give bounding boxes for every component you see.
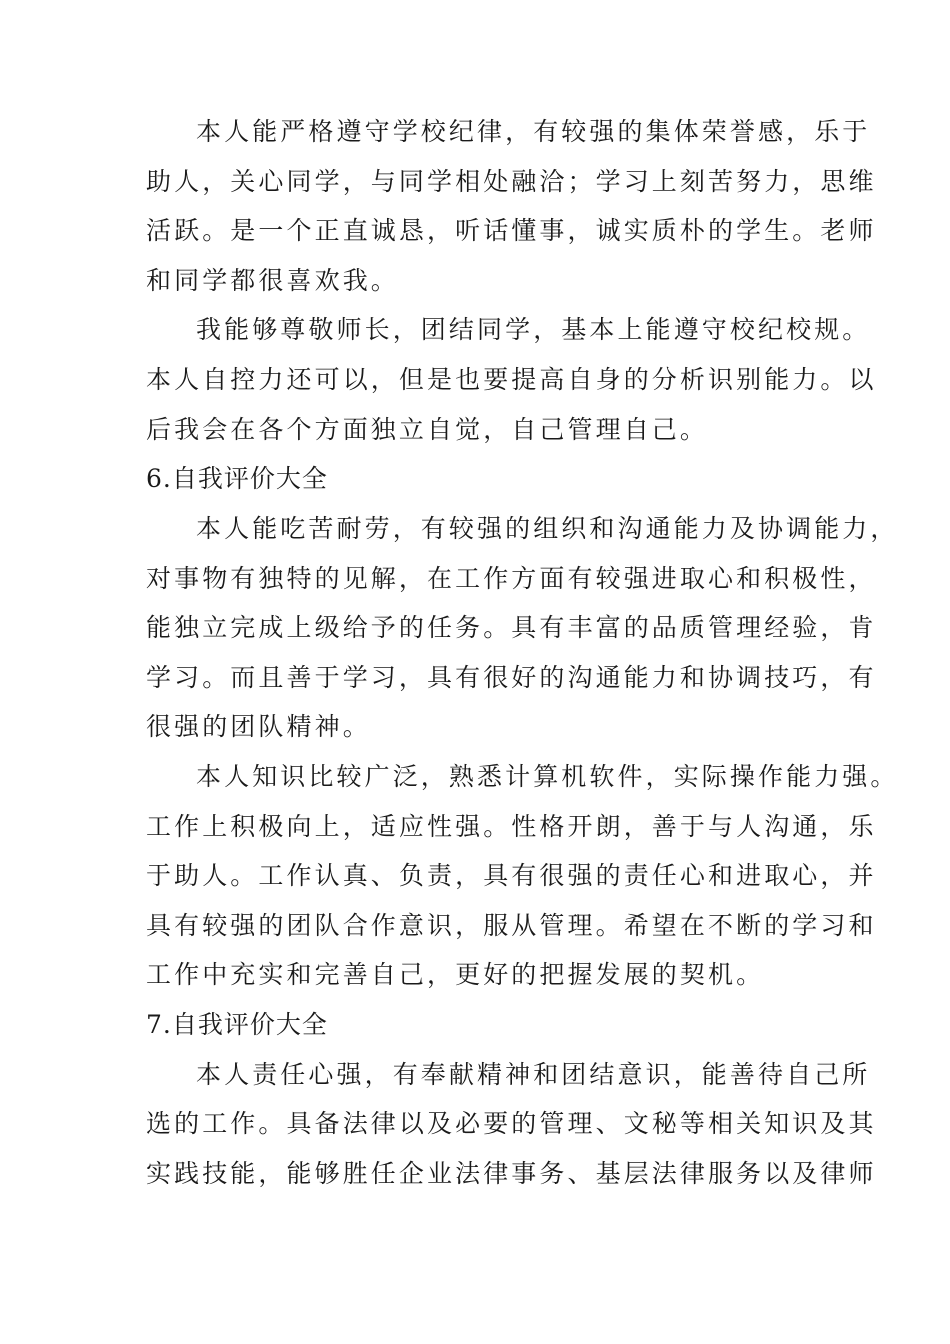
paragraph-line: 本人能吃苦耐劳，有较强的组织和沟通能力及协调能力， <box>196 514 899 543</box>
section-heading: 7.自我评价大全 <box>146 1010 328 1039</box>
paragraph-line: 选的工作。具备法律以及必要的管理、文秘等相关知识及其 <box>146 1109 877 1138</box>
paragraph-line: 后我会在各个方面独立自觉，自己管理自己。 <box>146 415 709 444</box>
paragraph-line: 对事物有独特的见解，在工作方面有较强进取心和积极性， <box>146 564 877 593</box>
paragraph-line: 本人责任心强，有奉献精神和团结意识，能善待自己所 <box>196 1060 871 1089</box>
paragraph-line: 活跃。是一个正直诚恳，听话懂事，诚实质朴的学生。老师 <box>146 216 877 245</box>
paragraph-line: 具有较强的团队合作意识，服从管理。希望在不断的学习和 <box>146 911 877 940</box>
paragraph-line: 工作上积极向上，适应性强。性格开朗，善于与人沟通，乐 <box>146 812 877 841</box>
paragraph-line: 本人知识比较广泛，熟悉计算机软件，实际操作能力强。 <box>196 762 899 791</box>
paragraph-line: 工作中充实和完善自己，更好的把握发展的契机。 <box>146 960 765 989</box>
paragraph-line: 和同学都很喜欢我。 <box>146 266 399 295</box>
paragraph-line: 学习。而且善于学习，具有很好的沟通能力和协调技巧，有 <box>146 663 877 692</box>
paragraph-line: 本人能严格遵守学校纪律，有较强的集体荣誉感，乐于 <box>196 117 871 146</box>
paragraph-line: 本人自控力还可以，但是也要提高自身的分析识别能力。以 <box>146 365 877 394</box>
paragraph-line: 于助人。工作认真、负责，具有很强的责任心和进取心，并 <box>146 861 877 890</box>
paragraph-line: 实践技能，能够胜任企业法律事务、基层法律服务以及律师 <box>146 1159 877 1188</box>
paragraph-line: 助人，关心同学，与同学相处融洽；学习上刻苦努力，思维 <box>146 167 877 196</box>
section-heading: 6.自我评价大全 <box>146 464 328 493</box>
paragraph-line: 我能够尊敬师长，团结同学，基本上能遵守校纪校规。 <box>196 315 871 344</box>
paragraph-line: 能独立完成上级给予的任务。具有丰富的品质管理经验，肯 <box>146 613 877 642</box>
paragraph-line: 很强的团队精神。 <box>146 712 371 741</box>
